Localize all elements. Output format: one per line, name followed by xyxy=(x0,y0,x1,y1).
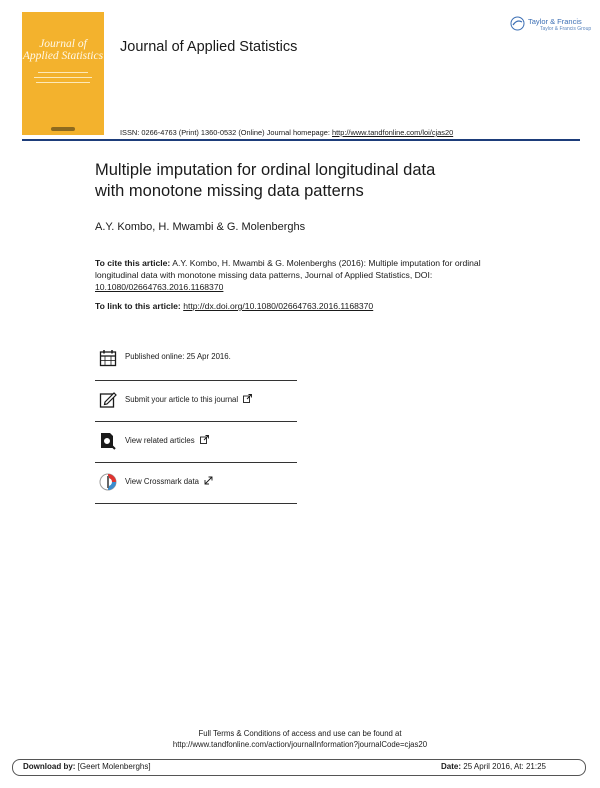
cover-title xyxy=(22,38,104,62)
issn-line xyxy=(120,128,453,137)
citation-block xyxy=(95,257,515,293)
published-row xyxy=(95,338,297,378)
journal-title[interactable]: Journal of Applied Statistics xyxy=(120,39,298,55)
terms-line1: Full Terms & Conditions of access and use can be found at xyxy=(198,729,402,738)
edit-icon xyxy=(99,391,117,409)
cover-publisher-logo xyxy=(51,127,75,131)
downloaded-by xyxy=(23,762,151,771)
header-divider xyxy=(22,139,580,141)
downloaded-by-label: Download by: xyxy=(23,762,76,771)
external-link-icon xyxy=(243,394,252,403)
article-title-line1: Multiple imputation for ordinal longitudinal data xyxy=(95,161,436,179)
external-link-icon xyxy=(204,476,213,485)
crossmark-row[interactable] xyxy=(95,462,297,502)
article-title xyxy=(95,160,515,202)
link-label: To link to this article: xyxy=(95,301,184,311)
download-info-bar xyxy=(12,759,586,776)
download-date-value: 25 April 2016, At: 21:25 xyxy=(461,762,546,771)
publisher-swoosh-icon xyxy=(510,16,525,31)
journal-homepage-link[interactable]: http://www.tandfonline.com/loi/cjas20 xyxy=(332,128,454,137)
publisher-logo[interactable] xyxy=(510,16,592,36)
download-date-label: Date: xyxy=(441,762,462,771)
related-articles-label: View related articles xyxy=(125,436,195,445)
cover-title-line1: Journal of xyxy=(39,38,87,50)
downloaded-by-value: [Geert Molenberghs] xyxy=(75,762,151,771)
published-date-text: Published online: 25 Apr 2016. xyxy=(125,352,231,361)
submit-article-row[interactable] xyxy=(95,380,297,420)
cover-title-line2: Applied Statistics xyxy=(22,50,104,62)
calendar-icon xyxy=(99,349,117,367)
info-divider xyxy=(95,503,297,504)
external-link-icon xyxy=(200,435,209,444)
publisher-tagline: Taylor & Francis Group xyxy=(540,26,592,32)
related-articles-row[interactable] xyxy=(95,421,297,461)
terms-link[interactable]: http://www.tandfonline.com/action/journalInformation?journalCode=cjas20 xyxy=(172,740,428,749)
cite-label: To cite this article: xyxy=(95,258,171,268)
doi-link[interactable]: 10.1080/02664763.2016.1168370 xyxy=(95,282,224,292)
cover-decor-line xyxy=(38,72,88,73)
submit-article-label: Submit your article to this journal xyxy=(125,395,239,404)
cite-text: A.Y. Kombo, H. Mwambi & G. Molenberghs (2016): Multiple imputation for ordinal longitudinal data with monotone missing data patterns, Journal of Applied Statistics, DOI: xyxy=(95,258,481,280)
related-articles-link[interactable] xyxy=(125,435,209,445)
search-document-icon xyxy=(99,432,117,450)
article-link-line xyxy=(95,301,373,311)
submit-article-link[interactable] xyxy=(125,394,252,404)
article-authors: A.Y. Kombo, H. Mwambi & G. Molenberghs xyxy=(95,221,306,233)
crossmark-label: View Crossmark data xyxy=(125,477,199,486)
crossmark-icon xyxy=(99,473,117,491)
terms-note xyxy=(120,728,480,750)
issn-text: ISSN: 0266-4763 (Print) 1360-0532 (Online) Journal homepage: xyxy=(120,128,332,137)
article-url-link[interactable]: http://dx.doi.org/10.1080/02664763.2016.1168370 xyxy=(183,301,374,311)
download-date xyxy=(441,762,546,771)
journal-cover-image xyxy=(22,12,104,135)
crossmark-link[interactable] xyxy=(125,476,213,486)
publisher-name: Taylor & Francis xyxy=(528,17,582,26)
cover-decor-line xyxy=(36,82,90,83)
cover-decor-line xyxy=(34,77,92,78)
article-title-line2: with monotone missing data patterns xyxy=(95,182,364,200)
